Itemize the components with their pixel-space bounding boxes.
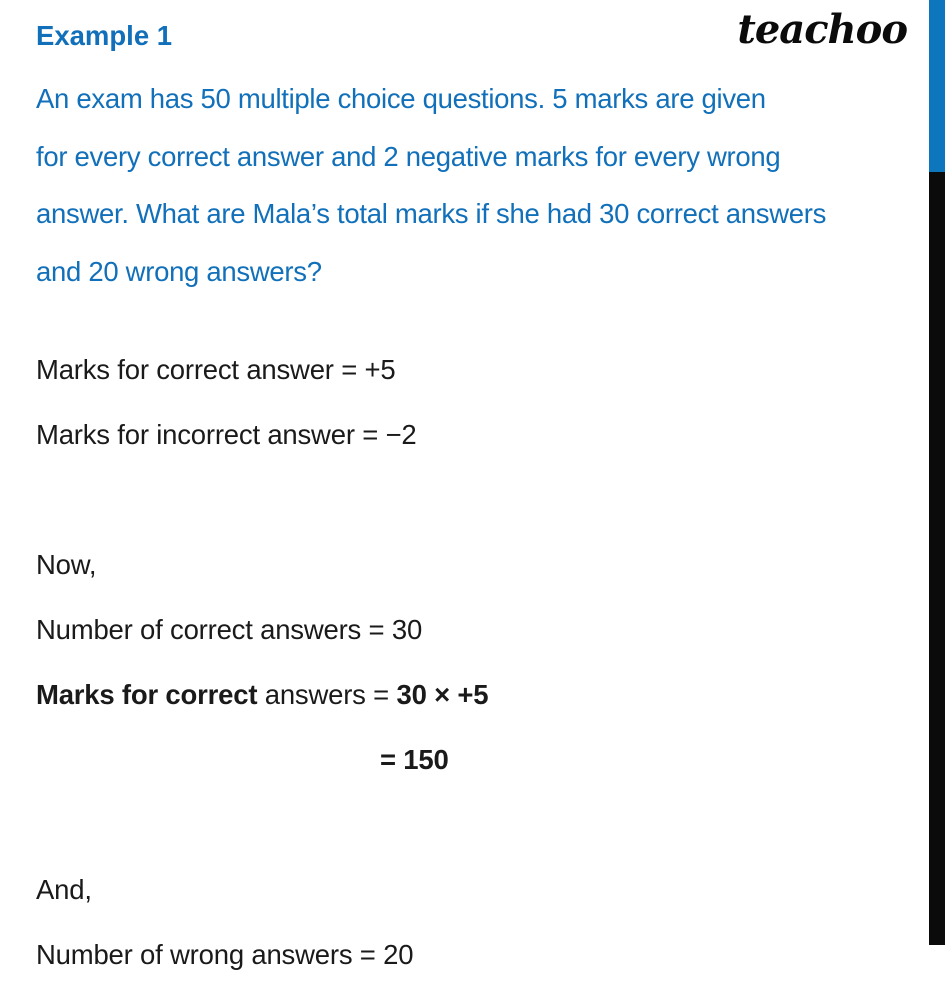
- marks-correct-calc-line: [36, 662, 488, 727]
- result-value: = 150: [380, 744, 449, 775]
- problem-statement: [36, 70, 826, 300]
- calc-bold-lead: Marks for correct: [36, 679, 258, 710]
- num-correct-line: Number of correct answers = 30: [36, 614, 423, 645]
- right-edge-black-bar: [929, 172, 945, 945]
- calc-regular-mid: answers =: [257, 679, 397, 710]
- spacer-line: [36, 792, 488, 857]
- example-title: Example 1: [36, 20, 173, 51]
- spacer-line: [36, 467, 488, 532]
- calc-bold-value: 30 × +5: [396, 679, 489, 710]
- and-label-line: And,: [36, 874, 92, 905]
- now-label-line: Now,: [36, 549, 97, 580]
- problem-line: An exam has 50 multiple choice questions. 5 marks are given: [36, 83, 766, 114]
- marks-incorrect-rule-line: Marks for incorrect answer = −2: [36, 419, 417, 450]
- result-line: [36, 727, 488, 792]
- problem-line: answer. What are Mala’s total marks if she had 30 correct answers: [36, 198, 827, 229]
- problem-line: for every correct answer and 2 negative marks for every wrong: [36, 140, 781, 172]
- teachoo-logo: teachoo: [737, 6, 907, 53]
- solution-block: [36, 337, 488, 987]
- problem-line: and 20 wrong answers?: [36, 255, 322, 287]
- num-wrong-partial-line: Number of wrong answers = 20: [36, 939, 414, 970]
- right-edge-blue-bar: [929, 0, 945, 172]
- marks-correct-rule-line: Marks for correct answer = +5: [36, 354, 396, 385]
